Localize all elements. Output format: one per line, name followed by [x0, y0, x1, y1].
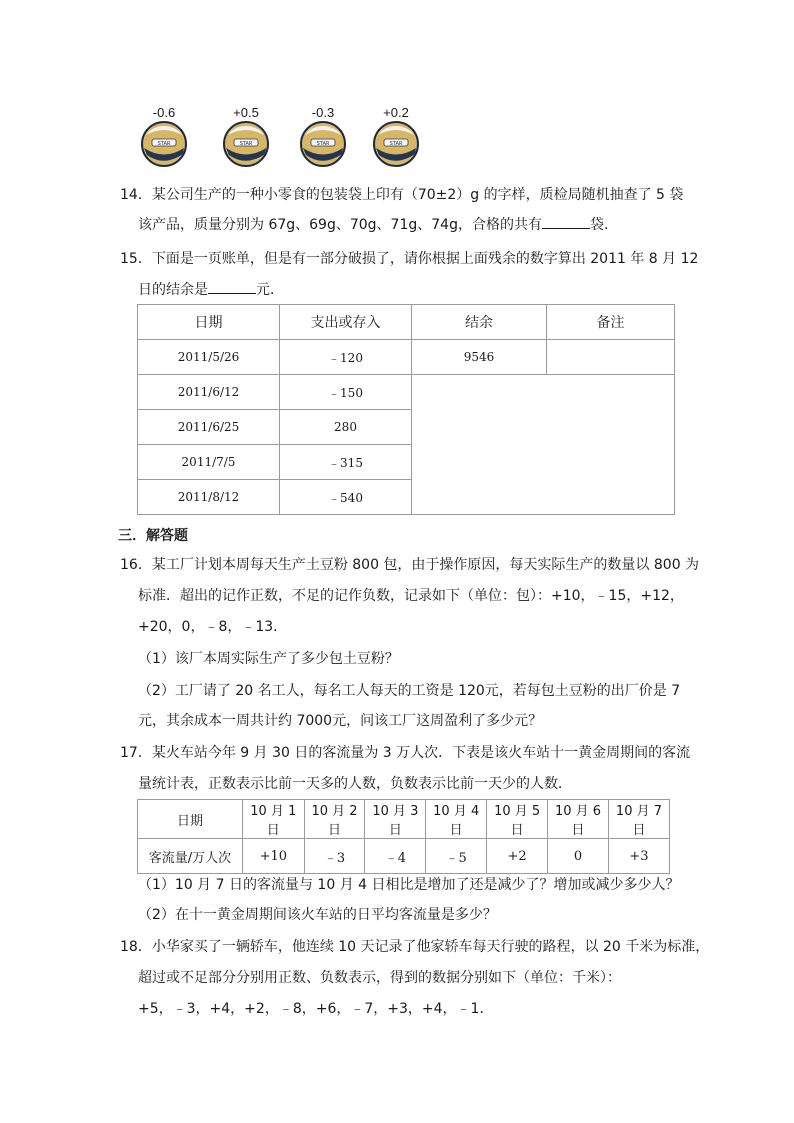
q17-line-2: 量统计表，正数表示比前一天多的人数，负数表示比前一天少的人数． [138, 776, 572, 792]
svg-text:STAR: STAR [239, 141, 253, 147]
cell-value: +10 [243, 839, 305, 874]
q14-line-1: 14．某公司生产的一种小零食的包装袋上印有（70±2）g 的字样，质检局随机抽查了 5 袋 [120, 187, 684, 203]
q14-line-2 [138, 216, 618, 234]
volleyball-item [366, 106, 426, 167]
cell-change: ﹣150 [280, 375, 412, 410]
header-balance: 结余 [412, 305, 547, 340]
ledger-table [137, 304, 675, 515]
q18-line-1: 18．小华家买了一辆轿车，他连续 10 天记录了他家轿车每天行驶的路程，以 20 千米为标准， [120, 939, 710, 955]
section-heading: 三．解答题 [118, 528, 188, 544]
q16-sub-2: （2）工厂请了 20 名工人，每名工人每天的工资是 120元，若每包土豆粉的出厂价是 7 [138, 683, 681, 699]
ball-deviation-label: +0.5 [233, 105, 259, 120]
q17-line-1: 17．某火车站今年 9 月 30 日的客流量为 3 万人次．下表是该火车站十一黄金周期间的客流 [120, 745, 691, 761]
cell-change: 280 [280, 410, 412, 445]
header-note: 备注 [547, 305, 675, 340]
answer-blank [542, 216, 590, 229]
cell-date: 2011/6/25 [138, 410, 280, 445]
svg-text:STAR: STAR [316, 141, 330, 147]
volleyball-icon [141, 121, 187, 167]
q16-line-3: +20，0，﹣8，﹣13． [138, 619, 288, 635]
ball-deviation-label: +0.2 [383, 105, 409, 120]
header-day: 10 月 7 日 [608, 800, 669, 839]
q16-sub-2-cont: 元，其余成本一周共计约 7000元，问该工厂这周盈利了多少元？ [138, 713, 543, 729]
table-row [138, 839, 670, 874]
q16-sub-1: （1）该厂本周实际生产了多少包土豆粉？ [138, 651, 399, 667]
q16-line-2: 标准．超出的记作正数，不足的记作负数，记录如下（单位：包）：+10，﹣15，+12， [138, 588, 684, 604]
table-header-row [138, 305, 675, 340]
q17-sub-1: （1）10 月 7 日的客流量与 10 月 4 日相比是增加了还是减少了？增加或减少多少人？ [138, 877, 680, 893]
header-day: 10 月 4 日 [426, 800, 487, 839]
cell-value: ﹣3 [304, 839, 365, 874]
volleyball-icon [373, 121, 419, 167]
cell-value: 0 [548, 839, 609, 874]
q15-text: 日的结余是 [138, 282, 208, 298]
table-header-row [138, 800, 670, 839]
q15-text-end: 元． [256, 282, 284, 298]
cell-note [547, 340, 675, 375]
cell-change: ﹣315 [280, 445, 412, 480]
q14-text-end: 袋． [589, 217, 618, 233]
answer-blank [208, 281, 256, 294]
q16-line-1: 16．某工厂计划本周每天生产土豆粉 800 包，由于操作原因，每天实际生产的数量以 800 为 [120, 557, 700, 573]
cell-date: 2011/7/5 [138, 445, 280, 480]
cell-value: +3 [608, 839, 669, 874]
cell-change: ﹣120 [280, 340, 412, 375]
svg-text:STAR: STAR [157, 141, 171, 147]
q18-line-2: 超过或不足部分分别用正数、负数表示，得到的数据分别如下（单位：千米）： [138, 970, 621, 986]
header-date: 日期 [138, 305, 280, 340]
svg-text:STAR: STAR [389, 141, 403, 147]
row-label: 客流量/万人次 [138, 839, 243, 874]
header-day: 10 月 5 日 [487, 800, 548, 839]
table-row [138, 340, 675, 375]
table-row [138, 375, 675, 410]
header-day: 10 月 2 日 [304, 800, 365, 839]
volleyball-item [216, 106, 276, 167]
header-day: 10 月 6 日 [548, 800, 609, 839]
volleyball-item [293, 106, 353, 167]
cell-value: +2 [487, 839, 548, 874]
q14-text: 该产品，质量分别为 67g、69g、70g、71g、74g，合格的共有 [138, 217, 542, 233]
q15-line-1: 15．下面是一页账单，但是有一部分破损了，请你根据上面残余的数字算出 2011 年 8 月 12 [120, 251, 699, 267]
q15-line-2 [138, 281, 284, 299]
ball-deviation-label: -0.6 [152, 105, 176, 120]
cell-date: 2011/5/26 [138, 340, 280, 375]
torn-area [412, 375, 675, 515]
q18-line-3: +5，﹣3，+4，+2，﹣8，+6，﹣7，+3，+4，﹣1． [138, 1001, 494, 1017]
cell-value: ﹣4 [365, 839, 426, 874]
volleyball-icon [223, 121, 269, 167]
header-change: 支出或存入 [280, 305, 412, 340]
cell-value: ﹣5 [426, 839, 487, 874]
volleyball-icon [300, 121, 346, 167]
volleyball-item [134, 106, 194, 167]
passenger-flow-table [137, 799, 670, 874]
header-day: 10 月 1 日 [243, 800, 305, 839]
q17-sub-2: （2）在十一黄金周期间该火车站的日平均客流量是多少？ [138, 907, 497, 923]
cell-date: 2011/8/12 [138, 480, 280, 515]
cell-balance: 9546 [412, 340, 547, 375]
cell-date: 2011/6/12 [138, 375, 280, 410]
ball-deviation-label: -0.3 [311, 105, 335, 120]
header-date: 日期 [138, 800, 243, 839]
cell-change: ﹣540 [280, 480, 412, 515]
header-day: 10 月 3 日 [365, 800, 426, 839]
